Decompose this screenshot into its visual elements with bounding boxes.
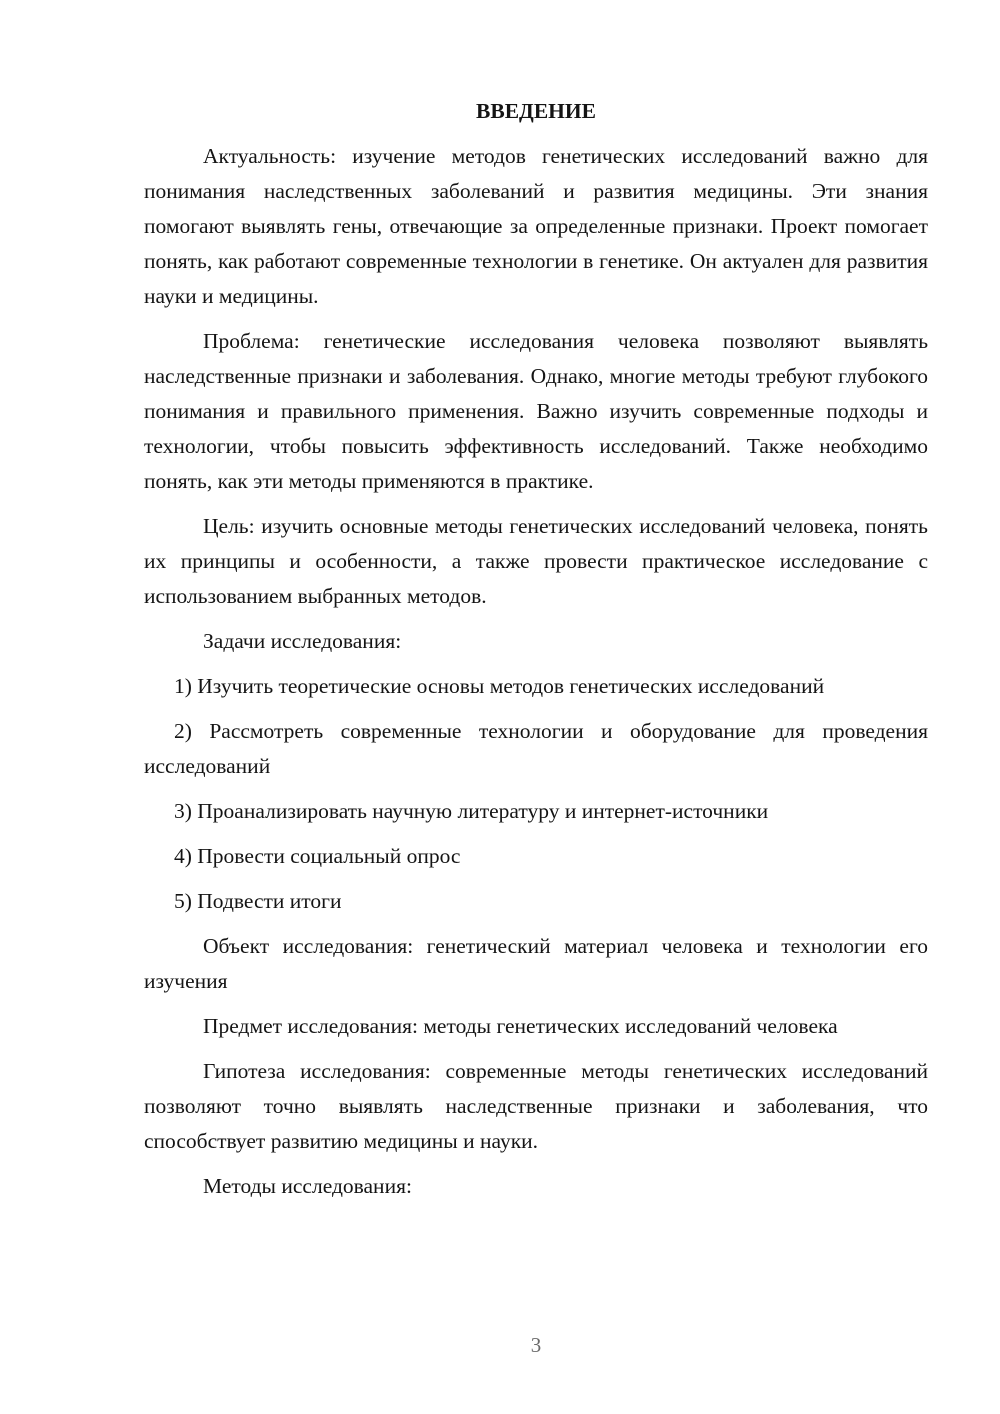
task-item-2: 2) Рассмотреть современные технологии и оборудование для проведения исследований	[144, 719, 928, 778]
task-item-3: 3) Проанализировать научную литературу и интернет-источники	[174, 799, 769, 823]
task-item-1: 1) Изучить теоретические основы методов генетических исследований	[174, 674, 825, 698]
task-item-5: 5) Подвести итоги	[174, 889, 342, 913]
section-title: ВВЕДЕНИЕ	[476, 99, 596, 123]
hypothesis-paragraph: Гипотеза исследования: современные методы генетических исследований позволяют точно выявлять наследственные признаки и заболевания, что способствует развитию медицины и науки.	[144, 1059, 928, 1153]
subject-paragraph: Предмет исследования: методы генетических исследований человека	[203, 1014, 838, 1038]
problem-paragraph: Проблема: генетические исследования человека позволяют выявлять наследственные признаки и заболевания. Однако, многие методы требуют глубокого понимания и правильного применения. Важно изучить современные подходы и технологии, чтобы повысить эффективность исследований. Также необходимо понять, как эти методы применяются в практике.	[144, 329, 928, 493]
relevance-paragraph: Актуальность: изучение методов генетических исследований важно для понимания наследственных заболеваний и развития медицины. Эти знания помогают выявлять гены, отвечающие за определенные признаки. Проект помогает понять, как работают современные технологии в генетике. Он актуален для развития науки и медицины.	[144, 144, 928, 308]
methods-heading: Методы исследования:	[203, 1174, 412, 1198]
object-paragraph: Объект исследования: генетический материал человека и технологии его изучения	[144, 934, 928, 993]
goal-paragraph: Цель: изучить основные методы генетических исследований человека, понять их принципы и особенности, а также провести практическое исследование с использованием выбранных методов.	[144, 514, 928, 608]
task-item-4: 4) Провести социальный опрос	[174, 844, 461, 868]
tasks-heading: Задачи исследования:	[203, 629, 402, 653]
page-number: 3	[530, 1333, 542, 1357]
document-body	[144, 94, 928, 1214]
